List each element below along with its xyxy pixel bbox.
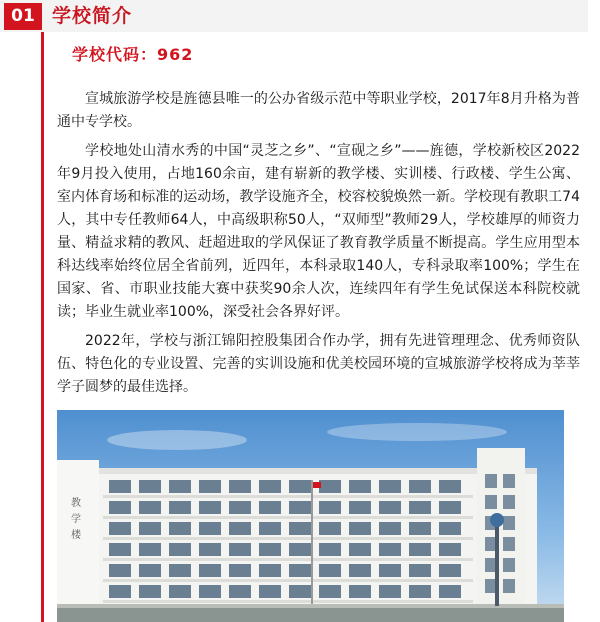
building-window [199,480,221,493]
building-window [259,585,281,598]
building-window [349,564,371,577]
building-window [439,585,461,598]
building-window [229,522,251,535]
building-sign-char-3: 楼 [71,530,81,541]
building-window [409,480,431,493]
building-window [259,522,281,535]
tower-window [485,495,497,509]
building-window [139,543,161,556]
building-window [289,522,311,535]
building-window [379,564,401,577]
tower-window [503,558,515,572]
building-window [319,543,341,556]
building-window [259,480,281,493]
building-window [259,543,281,556]
building-window [409,564,431,577]
section-header [0,0,600,32]
building-window [379,585,401,598]
tower-window [503,537,515,551]
building-window [169,522,191,535]
building-window [229,585,251,598]
building-sign-char-2: 学 [71,514,81,525]
building-window [409,501,431,514]
section-number-badge: 01 [4,3,42,30]
building-window [139,522,161,535]
building-window [409,585,431,598]
building-window [289,585,311,598]
building-window [109,501,131,514]
building-window [199,585,221,598]
tower-window [503,474,515,488]
building-window [349,522,371,535]
building-window [139,501,161,514]
building-window [169,564,191,577]
building-window [169,585,191,598]
building-window [259,564,281,577]
building-window [109,543,131,556]
building-window [169,480,191,493]
building-window [379,522,401,535]
building-window [409,543,431,556]
building-window [379,480,401,493]
paragraph-1: 宣城旅游学校是旌德县唯一的公办省级示范中等职业学校，2017年8月升格为普通中专学校。 [57,91,580,130]
building-window [229,480,251,493]
building-window [349,480,371,493]
building-window [319,480,341,493]
building-window [289,501,311,514]
building-window [289,564,311,577]
building-window [109,480,131,493]
building-window [379,501,401,514]
building-window [109,564,131,577]
building-window [319,585,341,598]
accent-divider [41,32,44,622]
tower-window [503,579,515,593]
building-window [319,564,341,577]
building-window [319,522,341,535]
section-title: 学校简介 [52,5,133,27]
paragraph-2: 学校地处山清水秀的中国“灵芝之乡”、“宣砚之乡”——旌德，学校新校区2022年9月投入使用，占地160余亩，建有崭新的教学楼、实训楼、行政楼、学生公寓、室内体育场和标准的运动场，教学设施齐全，校容校貌焕然一新。学校现有教职工74人，其中专任教师64人，中高级职称50人，“双师型”教师29人，学校雄厚的师资力量、精益求精的教风、赶超进取的学风保证了教育教学质量不断提高。学生应用型本科达线率始终位居全省前列，近四年，本科录取140人，专科录取率100%；学生在国家、省、市职业技能大赛中获奖90余人次，连续四年有学生免试保送本科院校就读；毕业生就业率100%，深受社会各界好评。 [57,143,580,320]
building-window [229,564,251,577]
building-window [259,501,281,514]
building-window [199,501,221,514]
building-window [289,480,311,493]
building-window [109,585,131,598]
building-window [199,522,221,535]
building-window [379,543,401,556]
building-window [439,480,461,493]
building-window [199,564,221,577]
building-window [349,543,371,556]
building-sign-char-1: 教 [71,498,81,509]
building-illustration [57,410,564,622]
building-window [439,564,461,577]
building-window [169,543,191,556]
building-window [169,501,191,514]
building-window [139,564,161,577]
building-window [229,501,251,514]
building-window [289,543,311,556]
school-code: 学校代码：962 [72,45,194,64]
building-window [349,585,371,598]
building-window [229,543,251,556]
building-window [439,522,461,535]
building-window [349,501,371,514]
building-window [409,522,431,535]
building-window [439,543,461,556]
building-window [199,543,221,556]
intro-text [57,88,580,405]
building-window [319,501,341,514]
tower-window [485,474,497,488]
school-building-photo [57,410,564,622]
paragraph-3: 2022年，学校与浙江锦阳控股集团合作办学，拥有先进管理理念、优秀师资队伍、特色化的专业设置、完善的实训设施和优美校园环境的宣城旅游学校将成为莘莘学子圆梦的最佳选择。 [57,333,580,395]
building-window [439,501,461,514]
building-window [109,522,131,535]
tower-window [503,495,515,509]
building-window [139,480,161,493]
building-window [139,585,161,598]
tower-window [503,516,515,530]
